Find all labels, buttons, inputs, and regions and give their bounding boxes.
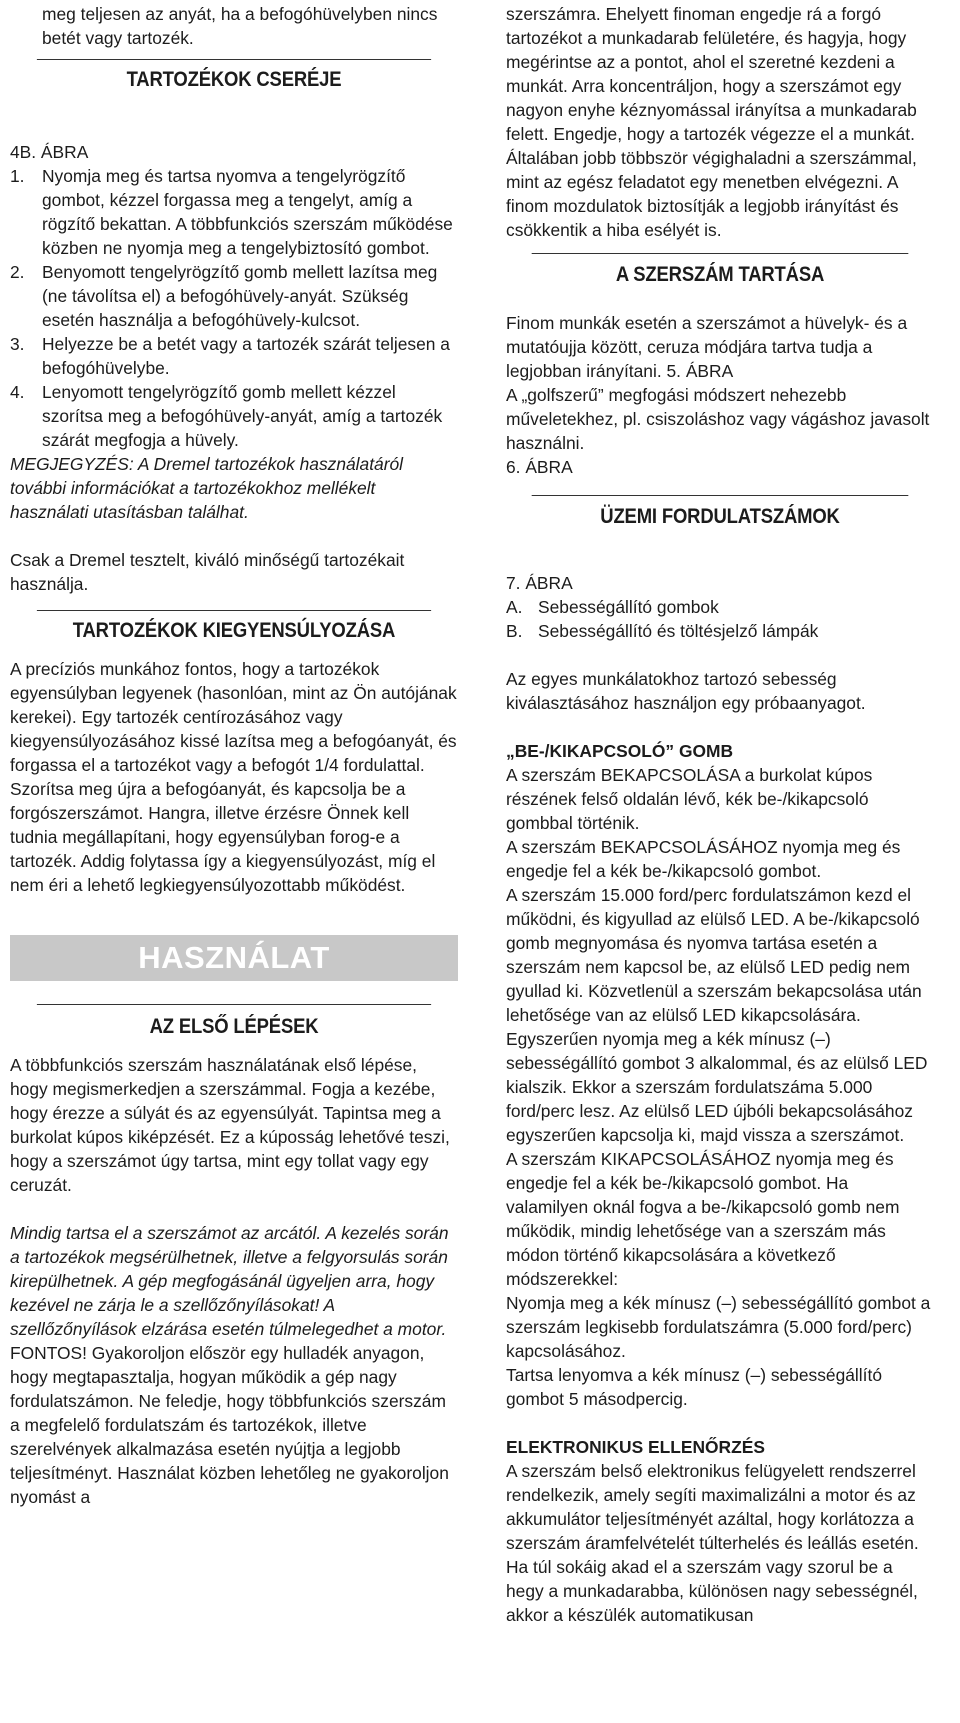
- electronic-p2: Ha túl sokáig akad el a szerszám vagy szorul be a hegy a munkadarabba, különösen nagy sebességnél, akkor a készülék automatikusan: [506, 1557, 918, 1625]
- legend-text: Sebességállító és töltésjelző lámpák: [538, 621, 819, 641]
- right-column: [506, 0, 934, 1627]
- electronic-p1: A szerszám belső elektronikus felügyelett rendszerrel rendelkezik, amely segíti maximalizálni a motor és az akkumulátor teljesítményét azáltal, hogy korlátozza a szerszám áramfelvételét túlterhelés és leállás esetén.: [506, 1461, 919, 1553]
- usage-banner: HASZNÁLAT: [10, 935, 458, 981]
- switch-p3: A szerszám 15.000 ford/perc fordulatszámon kezd el működni, és kigyullad az elülső LED. A be-/kikapcsoló gomb megnyomása és nyomva tartása esetén a szerszám nem kapcsol be, az elülső LED pedig nem gyullad ki. Közvetlenül a szerszám bekapcsolása után lehetősége van az elülső LED kikapcsolására. Egyszerűen nyomja meg a kék mínusz (–) sebességállító gombot 3 alkalommal, és az elülső LED kialszik. Ekkor a szerszám fordulatszáma 5.000 ford/perc lesz. Az elülső LED újbóli bekapcsolásához egyszerűen kapcsolja ki, majd vissza a szerszámot.: [506, 885, 928, 1145]
- step-number: 3.: [10, 334, 25, 354]
- step-number: 2.: [10, 262, 25, 282]
- figure-7: 7. ÁBRA: [506, 573, 573, 593]
- first-steps-body: A többfunkciós szerszám használatának első lépése, hogy megismerkedjen a szerszámmal. Fogja a kezébe, hogy érezze a súlyát és az egyensúlyát. Tapintsa meg a burkolat kúpos kiképzését. Ez a kúposság lehetővé teszi, hogy a szerszámot úgy tartsa, mint egy tollat vagy egy ceruzát.: [10, 1055, 450, 1195]
- step-text: Nyomja meg és tartsa nyomva a tengelyrögzítő gombot, kézzel forgassa meg a tengelyt, amíg a rögzítő bekattan. A többfunkciós szerszám működése közben ne nyomja meg a tengelybiztosító gombot.: [42, 166, 453, 258]
- switch-p2: A szerszám BEKAPCSOLÁSÁHOZ nyomja meg és engedje fel a kék be-/kikapcsoló gombot.: [506, 837, 901, 881]
- step-text: Benyomott tengelyrögzítő gomb mellett lazítsa meg (ne távolítsa el) a befogóhüvely-anyát. Szükség esetén használja a befogóhüvely-kulcsot.: [42, 262, 438, 330]
- switch-p1: A szerszám BEKAPCSOLÁSA a burkolat kúpos részének felső oldalán lévő, kék be-/kikapcsoló gombbal történik.: [506, 765, 873, 833]
- recommend-text: Csak a Dremel tesztelt, kiváló minőségű tartozékait használja.: [10, 550, 405, 594]
- step-text: Helyezze be a betét vagy a tartozék szárát teljesen a befogóhüvelybe.: [42, 334, 450, 378]
- step-3: [10, 332, 458, 380]
- legend-key: A.: [506, 597, 523, 617]
- step-text: Lenyomott tengelyrögzítő gomb mellett kézzel szorítsa meg a befogóhüvely-anyát, amíg a tartozék szárát megfogja a hüvely.: [42, 382, 443, 450]
- step-1: [10, 164, 458, 260]
- section-title-first-steps: AZ ELSŐ LÉPÉSEK: [37, 1004, 431, 1049]
- warning-text: Mindig tartsa el a szerszámot az arcától. A kezelés során a tartozékok megsérülhetnek, illetve a felgyorsulás során kirepülhetnek. A gép megfogásánál ügyeljen arra, hogy kezével ne zárja le a szellőzőnyílásokat! A szellőzőnyílások elzárása esetén túlmelegedhet a motor.: [10, 1223, 449, 1339]
- speeds-body: Az egyes munkálatokhoz tartozó sebesség kiválasztásához használjon egy próbaanyagot.: [506, 669, 866, 713]
- figure-4b: 4B. ÁBRA: [10, 142, 89, 162]
- balance-body: A precíziós munkához fontos, hogy a tartozékok egyensúlyban legyenek (hasonlóan, mint az Ön autójának kerekei). Egy tartozék centírozásához vagy kiegyensúlyozásához kissé lazítsa meg a befogóanyát, és forgassa el a tartozékot vagy a befogót 1/4 fordulattal. Szorítsa meg újra a befogóanyát, és kapcsolja be a forgószerszámot. Hangra, illetve érzésre Önnek kell tudnia megállapítani, hogy egyensúlyban forog-e a tartozék. Addig folytassa így a kiegyensúlyozást, míg el nem éri a lehető legkiegyensúlyozottabb működést.: [10, 659, 457, 895]
- left-column: [10, 0, 458, 1509]
- switch-p4: A szerszám KIKAPCSOLÁSÁHOZ nyomja meg és engedje fel a kék be-/kikapcsoló gombot. Ha valamilyen oknál fogva a be-/kikapcsoló gomb nem működik, mindig lehetősége van a szerszám más módon történő kikapcsolására a következő módszerekkel:: [506, 1149, 900, 1289]
- legend-text: Sebességállító gombok: [538, 597, 719, 617]
- switch-title: „BE-/KIKAPCSOLÓ” GOMB: [506, 741, 734, 761]
- continued-text: szerszámra. Ehelyett finoman engedje rá a forgó tartozékot a munkadarab felületére, és hagyja, hogy megérintse az a pontot, ahol el szeretné kezdeni a munkát. Arra koncentráljon, hogy a szerszámot egy nagyon enyhe kéznyomással irányítsa a munkadarab felett. Engedje, hogy a tartozék végezze el a munkát.: [506, 4, 917, 144]
- important-text: FONTOS! Gyakoroljon először egy hulladék anyagon, hogy megtapasztalja, hogyan működik a gép nagy fordulatszámon. Ne feledje, hogy többfunkciós szerszám a megfelelő fordulatszám és tartozékok, illetve szerelvények alkalmazása esetén nyújtja a legjobb teljesítményt. Használat közben lehetőleg ne gyakoroljon nyomást a: [10, 1343, 449, 1507]
- holding-body-2: A „golfszerű” megfogási módszert nehezebb műveletekhez, pl. csiszoláshoz vagy vágáshoz javasolt használni.: [506, 385, 930, 453]
- holding-body: Finom munkák esetén a szerszámot a hüvelyk- és a mutatóujja között, ceruza módjára tartva tudja a legjobban irányítani. 5. ÁBRA: [506, 313, 908, 381]
- note-text: MEGJEGYZÉS: A Dremel tartozékok használatáról további információkat a tartozékokhoz mellékelt használati utasításban találhat.: [10, 454, 404, 522]
- section-title-balance: TARTOZÉKOK KIEGYENSÚLYOZÁSA: [37, 610, 431, 653]
- step-4: [10, 380, 458, 452]
- legend-item-b: [506, 619, 934, 643]
- switch-p5: Nyomja meg a kék mínusz (–) sebességállító gombot a szerszám legkisebb fordulatszámra (5.000 ford/perc) kapcsolásához.: [506, 1293, 931, 1361]
- section-title-speeds: ÜZEMI FORDULATSZÁMOK: [532, 495, 909, 539]
- intro-text: meg teljesen az anyát, ha a befogóhüvelyben nincs betét vagy tartozék.: [42, 4, 438, 48]
- step-number: 4.: [10, 382, 25, 402]
- section-title-holding: A SZERSZÁM TARTÁSA: [532, 253, 909, 297]
- figure-6: 6. ÁBRA: [506, 457, 573, 477]
- legend-key: B.: [506, 621, 523, 641]
- step-2: [10, 260, 458, 332]
- legend-item-a: [506, 595, 934, 619]
- continued-text-2: Általában jobb többször végighaladni a szerszámmal, mint az egész feladatot egy menetben elvégezni. A finom mozdulatok biztosítják a legjobb irányítást és csökkentik a hiba esélyét is.: [506, 148, 917, 240]
- section-title-replace: TARTOZÉKOK CSERÉJE: [37, 59, 431, 102]
- switch-p6: Tartsa lenyomva a kék mínusz (–) sebességállító gombot 5 másodpercig.: [506, 1365, 882, 1409]
- step-number: 1.: [10, 166, 25, 186]
- electronic-title: ELEKTRONIKUS ELLENŐRZÉS: [506, 1437, 765, 1457]
